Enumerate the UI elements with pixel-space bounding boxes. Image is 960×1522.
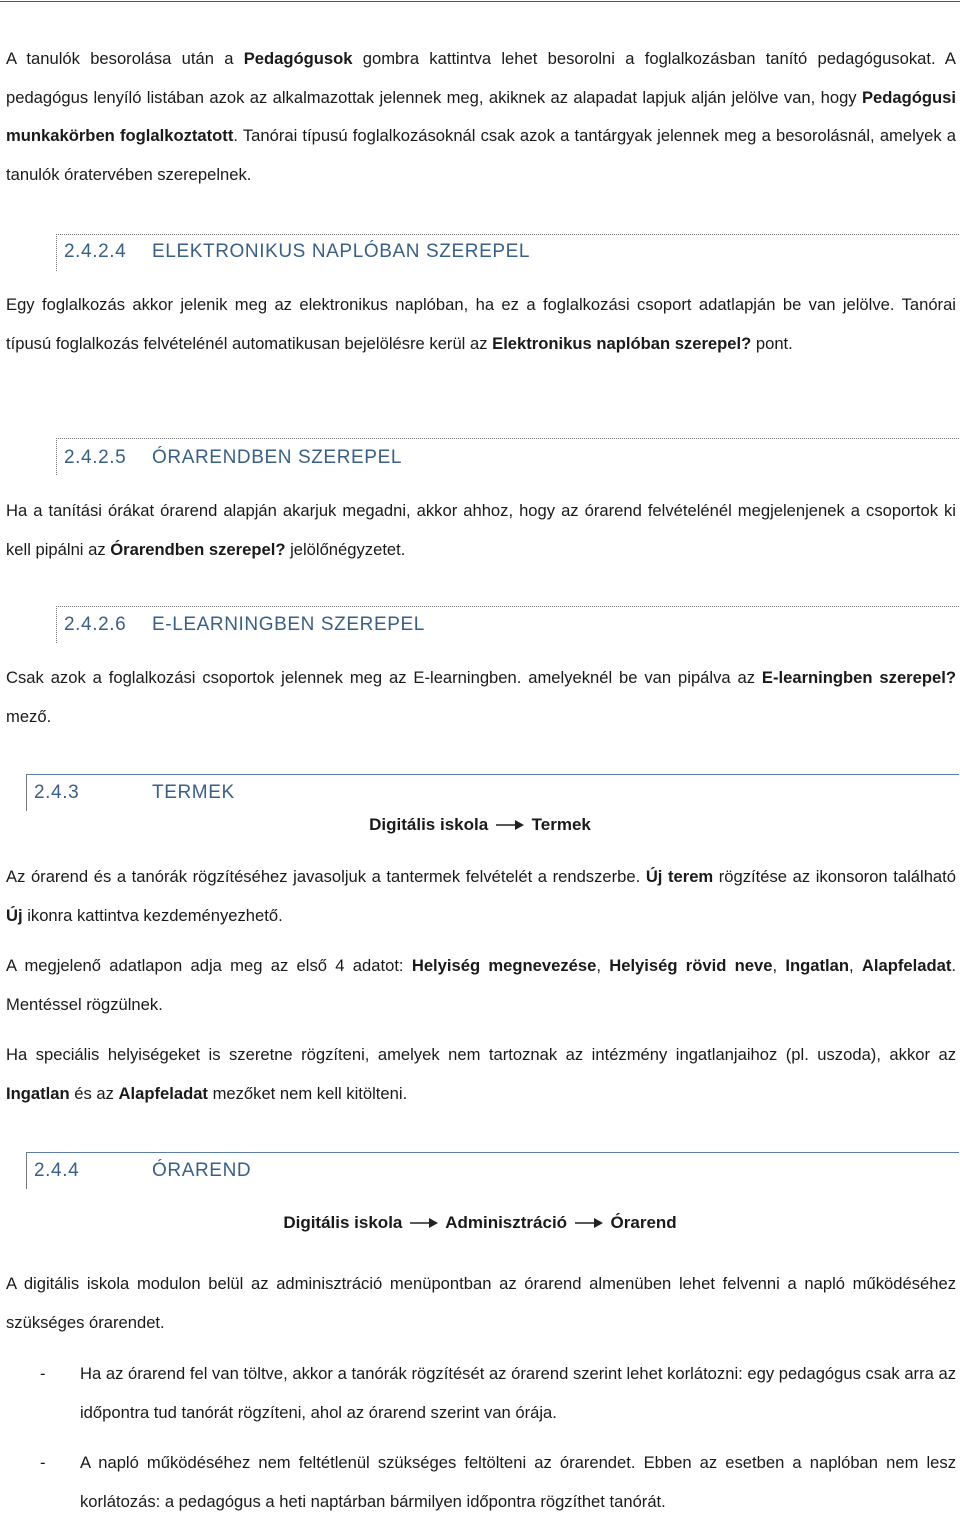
list-dash: -: [40, 1453, 46, 1472]
text: ,: [849, 956, 862, 975]
bold-term: Új: [6, 905, 23, 925]
text: gombra kattintva lehet besorolni a foglalkozásban tanító pedagógusokat. A pedagógus lenyíló listában azok az alkalmazottak jelennek meg, akiknek az alapadat lapjuk alján jelölve van, hogy: [6, 49, 956, 107]
list-item: [6, 1444, 956, 1522]
heading-title: ÓRAREND: [152, 1160, 252, 1181]
path-segment: Digitális iskola: [369, 815, 489, 834]
heading-title: ÓRARENDBEN SZEREPEL: [152, 447, 403, 468]
bold-term: Alapfeladat: [118, 1083, 208, 1103]
heading-number: 2.4.2.4: [64, 241, 127, 262]
text: . Mentéssel rögzülnek.: [6, 956, 956, 1014]
bold-term: Elektronikus naplóban szerepel?: [492, 333, 752, 353]
page-top-rule: [0, 1, 960, 2]
text: A digitális iskola modulon belül az adminisztráció menüpontban az órarend almenüben lehet felvenni a napló működéséhez szükséges órarendet.: [6, 1274, 956, 1332]
bold-term: E-learningben szerepel?: [761, 668, 956, 687]
paragraph-timetable-intro: [6, 1265, 956, 1342]
text: mező.: [6, 706, 52, 726]
bold-term: Helyiség rövid neve: [609, 956, 773, 975]
heading-number: 2.4.4: [34, 1160, 80, 1181]
text: ,: [596, 956, 610, 975]
arrow-right-icon: [495, 818, 525, 832]
heading-2-4-2-6: [64, 614, 425, 636]
arrow-right-icon: [574, 1216, 604, 1230]
bold-term: Új terem: [645, 867, 714, 886]
text: A tanulók besorolása után a: [6, 49, 244, 68]
text: Az órarend és a tanórák rögzítéséhez javasoljuk a tantermek felvételét a rendszerbe.: [6, 867, 646, 886]
heading-number: 2.4.3: [34, 782, 80, 803]
path-segment: Termek: [531, 815, 591, 834]
heading-2-4-2-5: [64, 447, 403, 469]
heading-2-4-4: [34, 1160, 252, 1182]
path-segment: Digitális iskola: [283, 1213, 403, 1232]
text: Csak azok a foglalkozási csoportok jelennek meg az E-learningben. amelyeknél be van pipálva az: [6, 668, 762, 687]
heading-title: TERMEK: [152, 782, 235, 803]
arrow-right-icon: [409, 1216, 439, 1230]
text: rögzítése az ikonsoron található: [713, 867, 956, 886]
text: ,: [772, 956, 786, 975]
heading-2-4-2-4: [64, 241, 531, 263]
path-segment: Órarend: [610, 1213, 677, 1232]
paragraph-elearning: [6, 659, 956, 736]
paragraph-new-room: [6, 858, 956, 935]
paragraph-teacher-assignment: [6, 40, 956, 194]
menu-path-rooms: [0, 815, 960, 835]
bold-term: Órarendben szerepel?: [110, 539, 286, 559]
text: pont.: [751, 333, 793, 353]
paragraph-timetable-flag: [6, 492, 956, 569]
list-dash: -: [40, 1364, 46, 1383]
heading-number: 2.4.2.5: [64, 447, 127, 468]
text: . Tanórai típusú foglalkozásoknál csak azok a tantárgyak jelennek meg a besorolásnál, amelyek a tanulók óratervében szerepelnek.: [6, 126, 957, 184]
heading-title: ELEKTRONIKUS NAPLÓBAN SZEREPEL: [152, 241, 531, 262]
text: jelölőnégyzetet.: [285, 539, 406, 559]
paragraph-special-rooms: [6, 1036, 956, 1113]
heading-number: 2.4.2.6: [64, 614, 127, 635]
list-item-text: Ha az órarend fel van töltve, akkor a tanórák rögzítését az órarend szerint lehet korlátozni: egy pedagógus csak arra az időpontra tud tanórát rögzíteni, ahol az órarend szerint van órája.: [80, 1364, 956, 1422]
bold-term: Ingatlan: [785, 956, 849, 975]
text: Ha a tanítási órákat órarend alapján akarjuk megadni, akkor ahhoz, hogy az órarend felvételénél megjelenjenek a csoportok ki kell pipálni az: [6, 501, 956, 559]
text: mezőket nem kell kitölteni.: [207, 1083, 408, 1103]
heading-title: E-LEARNINGBEN SZEREPEL: [152, 614, 425, 635]
text: Egy foglalkozás akkor jelenik meg az elektronikus naplóban, ha ez a foglalkozási csoport adatlapján be van jelölve. Tanórai típusú foglalkozás felvételénél automatikusan bejelölésre kerül az: [6, 295, 956, 353]
text: és az: [69, 1083, 119, 1103]
heading-2-4-3: [34, 782, 235, 804]
bold-term: Ingatlan: [6, 1083, 70, 1103]
text: Ha speciális helyiségeket is szeretne rögzíteni, amelyek nem tartoznak az intézmény ingatlanjaihoz (pl. uszoda), akkor az: [6, 1045, 956, 1064]
bold-term: Helyiség megnevezése: [411, 956, 597, 975]
list-item-text: A napló működéséhez nem feltétlenül szükséges feltölteni az órarendet. Ebben az esetben a naplóban nem lesz korlátozás: a pedagógus a heti naptárban bármilyen időpontra rögzíthet tanórát.: [80, 1453, 956, 1511]
paragraph-electronic-diary: [6, 286, 956, 363]
menu-path-timetable: [0, 1213, 960, 1233]
bold-term: Pedagógusi munkakörben foglalkoztatott: [6, 87, 956, 145]
bold-term: Pedagógusok: [243, 49, 353, 68]
path-segment: Adminisztráció: [445, 1213, 568, 1232]
paragraph-room-fields: [6, 947, 956, 1024]
list-item: [6, 1355, 956, 1433]
text: ikonra kattintva kezdeményezhető.: [22, 905, 283, 925]
text: A megjelenő adatlapon adja meg az első 4 adatot:: [6, 956, 412, 975]
bold-term: Alapfeladat: [861, 956, 952, 975]
